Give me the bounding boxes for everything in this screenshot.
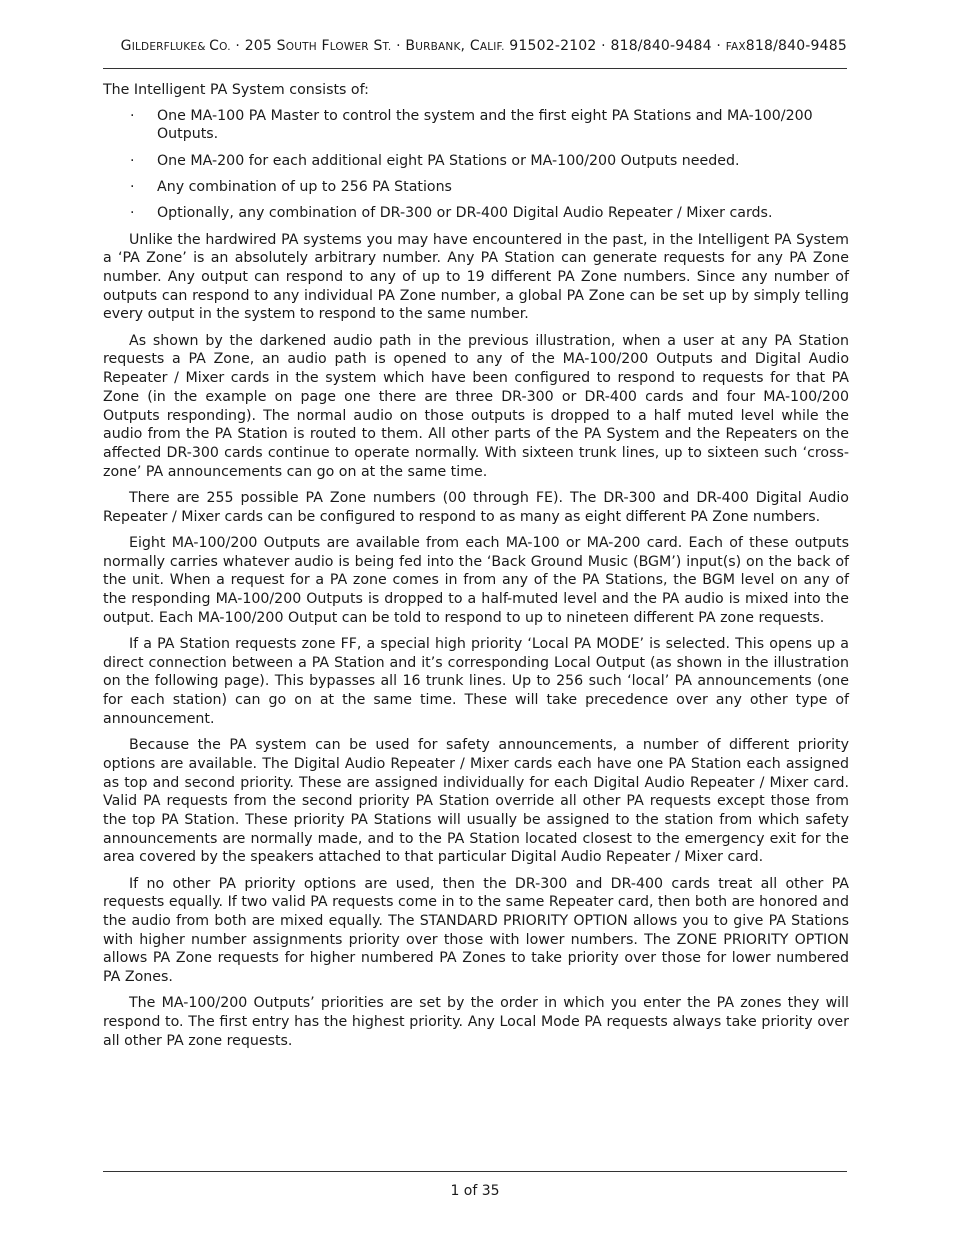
list-item: · One MA-200 for each additional eight PA Stations or MA-100/200 Outputs needed. bbox=[130, 152, 740, 169]
paragraph-pa-zone: Unlike the hardwired PA systems you may have encountered in the past, in the Intelligent PA System a ‘PA Zone’ is an absolutely arbitrary number. Any PA Station can generate requests for any PA Zone number. Any output can respond to any of up to 19 different PA Zone numbers. Since any number of outputs can respond to any individual PA Zone number, a global PA Zone can be set up by simply telling every output in the system to respond to the same number. bbox=[103, 231, 849, 323]
header-phone: 818/840-9484 bbox=[610, 38, 712, 54]
components-list bbox=[103, 107, 849, 223]
list-item: · Any combination of up to 256 PA Stations bbox=[130, 179, 452, 195]
paragraph-zone-numbers: There are 255 possible PA Zone numbers (00 through FE). The DR-300 and DR-400 Digital Audio Repeater / Mixer cards can be configured to respond to as many as eight different PA Zone numbers. bbox=[103, 489, 849, 525]
page-header: GILDERFLUKE& CO. · 205 SOUTH FLOWER ST. · BURBANK, CALIF. 91502-2102 · 818/840-9484 · FAX818/840-9485 bbox=[120, 38, 847, 54]
list-item: · One MA-100 PA Master to control the system and the first eight PA Stations and MA-100/200 Outputs. bbox=[130, 107, 813, 143]
bullet-marker: · bbox=[130, 179, 135, 195]
header-fax: FAX818/840-9485 bbox=[725, 38, 847, 54]
paragraph-outputs: Eight MA-100/200 Outputs are available from each MA-100 or MA-200 card. Each of these outputs normally carries whatever audio is being fed into the ‘Back Ground Music (BGM’) input(s) on the back of the unit. When a request for a PA zone comes in from any of the PA Stations, the BGM level on any of the responding MA-100/200 Outputs is dropped to a half-muted level and the PA audio is mixed into the output. Each MA-100/200 Output can be told to respond to up to nineteen different PA zone requests. bbox=[103, 534, 849, 626]
header-address: 205 SOUTH FLOWER ST. bbox=[244, 38, 392, 54]
footer-rule bbox=[103, 1171, 847, 1172]
header-company: GILDERFLUKE& CO. bbox=[120, 38, 231, 54]
paragraph-audio-path: As shown by the darkened audio path in the previous illustration, when a user at any PA Station requests a PA Zone, an audio path is opened to any of the MA-100/200 Outputs and Digital Audio Repeater / Mixer cards in the system which have been configured to respond to requests for that PA Zone (in the example on page one there are three DR-300 or DR-400 cards and four MA-100/200 Outputs responding). The normal audio on those outputs is dropped to a half muted level while the audio from the PA Station is routed to them. All other parts of the PA System and the Repeaters on the affected DR-300 cards continue to operate normally. With sixteen trunk lines, up to sixteen such ‘cross-zone’ PA announcements can go on at the same time. bbox=[103, 332, 849, 480]
bullet-marker: · bbox=[130, 107, 135, 124]
header-city: BURBANK, CALIF. 91502-2102 bbox=[405, 38, 597, 54]
header-rule bbox=[103, 68, 847, 69]
paragraph-local-mode: If a PA Station requests zone FF, a special high priority ‘Local PA MODE’ is selected. This opens up a direct connection between a PA Station and it’s corresponding Local Output (as shown in the illustration on the following page). This bypasses all 16 trunk lines. Up to 256 such ‘local’ PA announcements (one for each station) can go on at the same time. These will take precedence over any other type of announcement. bbox=[103, 636, 849, 727]
body-content bbox=[103, 81, 849, 1058]
intro-text: The Intelligent PA System consists of: bbox=[103, 82, 369, 98]
bullet-marker: · bbox=[130, 205, 135, 222]
paragraph-priority-options: If no other PA priority options are used, then the DR-300 and DR-400 cards treat all other PA requests equally. If two valid PA requests come in to the same Repeater card, then both are honored and the audio from both are mixed equally. The STANDARD PRIORITY OPTION allows you to give PA Stations with higher number assignments priority over those with lower numbers. The ZONE PRIORITY OPTION allows PA Zone requests for higher numbered PA Zones to take priority over those for lower numbered PA Zones. bbox=[103, 875, 849, 986]
paragraph-output-priorities: The MA-100/200 Outputs’ priorities are set by the order in which you enter the PA zones they will respond to. The first entry has the highest priority. Any Local Mode PA requests always take priority over all other PA zone requests. bbox=[103, 995, 849, 1049]
page-number: 1 of 35 bbox=[450, 1183, 500, 1199]
paragraph-safety-priority: Because the PA system can be used for safety announcements, a number of different priority options are available. The Digital Audio Repeater / Mixer cards each have one PA Station each assigned as top and second priority. These are assigned individually for each Digital Audio Repeater / Mixer card. Valid PA requests from the second priority PA Station override all other PA requests except those from the top PA Station. These priority PA Stations will usually be assigned to the station from which safety announcements are normally made, and to the PA Station located closest to the emergency exit for the area covered by the speakers attached to that particular Digital Audio Repeater / Mixer card. bbox=[103, 737, 849, 866]
bullet-marker: · bbox=[130, 152, 135, 169]
list-item: · Optionally, any combination of DR-300 or DR-400 Digital Audio Repeater / Mixer cards. bbox=[130, 205, 773, 222]
